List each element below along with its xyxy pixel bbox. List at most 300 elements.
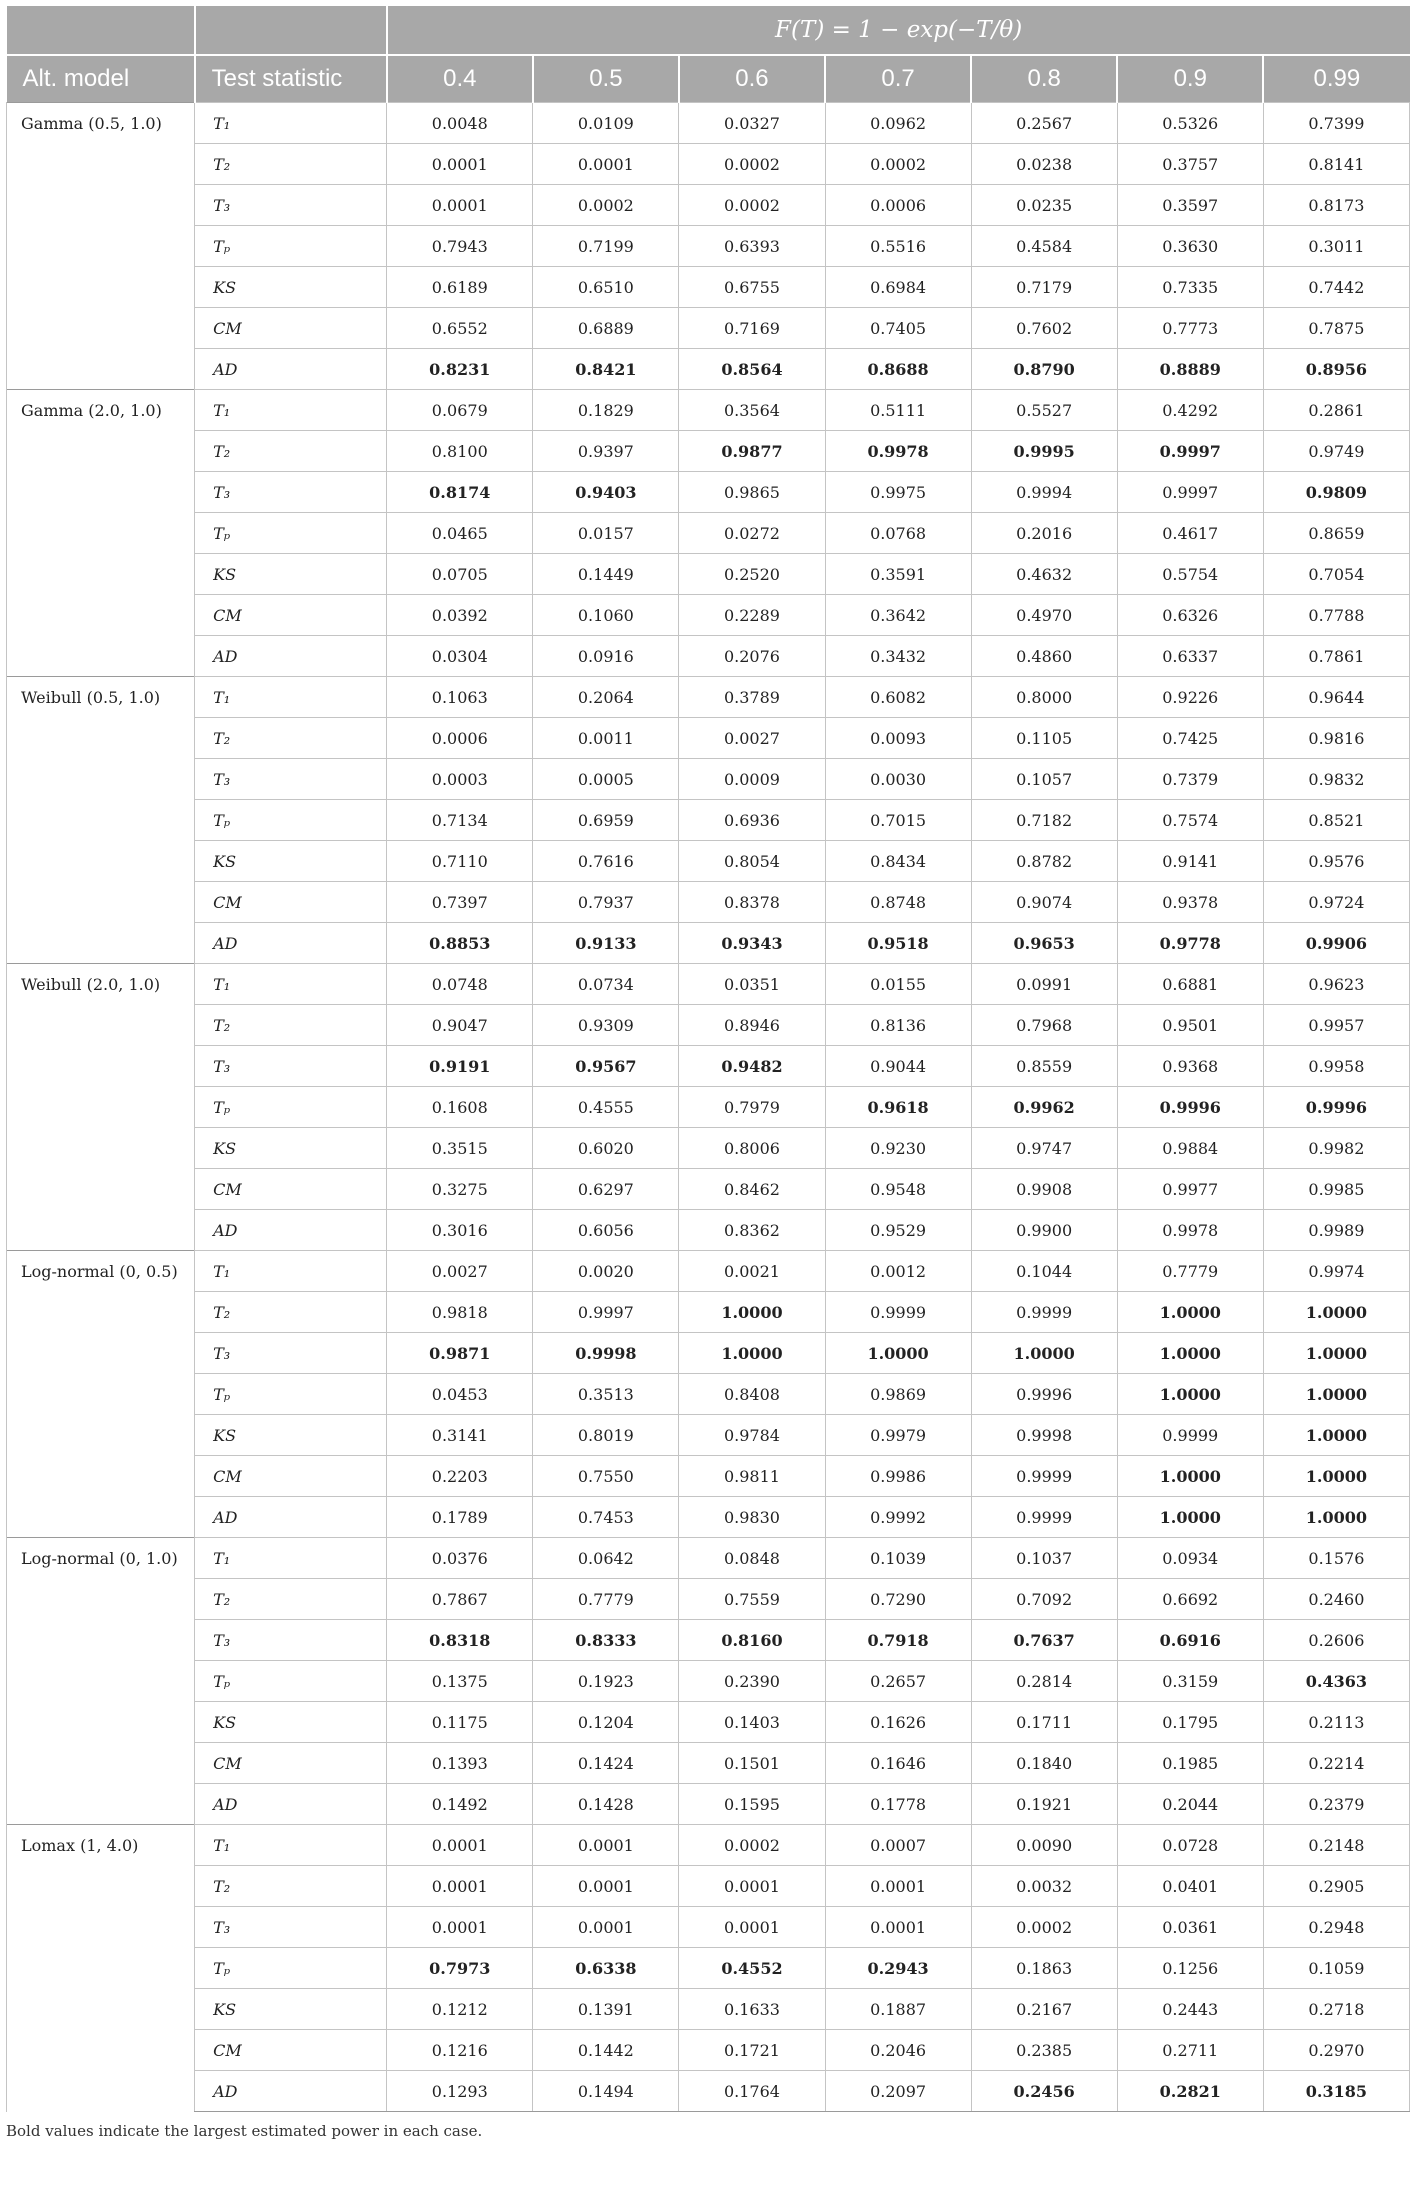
table-row xyxy=(7,1005,1410,1046)
power-value: 0.1057 xyxy=(971,759,1117,800)
power-value: 0.0002 xyxy=(971,1907,1117,1948)
power-value: 0.0642 xyxy=(533,1538,679,1579)
power-value: 0.3564 xyxy=(679,390,825,431)
test-statistic: T₂ xyxy=(195,1866,387,1907)
test-statistic: CM xyxy=(195,308,387,349)
power-value: 0.1887 xyxy=(825,1989,971,2030)
power-value: 0.3597 xyxy=(1117,185,1263,226)
table-row xyxy=(7,1333,1410,1374)
power-value: 0.9871 xyxy=(387,1333,533,1374)
power-value: 0.8333 xyxy=(533,1620,679,1661)
power-value: 0.1985 xyxy=(1117,1743,1263,1784)
test-statistic: Tₚ xyxy=(195,1087,387,1128)
power-value: 0.6881 xyxy=(1117,964,1263,1005)
power-value: 0.9191 xyxy=(387,1046,533,1087)
test-statistic: KS xyxy=(195,1415,387,1456)
column-header-model: Alt. model xyxy=(7,55,195,103)
power-value: 0.7602 xyxy=(971,308,1117,349)
power-value: 0.9979 xyxy=(825,1415,971,1456)
power-value: 0.3757 xyxy=(1117,144,1263,185)
table-row xyxy=(7,349,1410,390)
table-row xyxy=(7,923,1410,964)
table-row xyxy=(7,1948,1410,1989)
model-name: Weibull (0.5, 1.0) xyxy=(7,677,195,964)
power-value: 0.0093 xyxy=(825,718,971,759)
power-value: 0.9999 xyxy=(1117,1415,1263,1456)
table-body xyxy=(7,103,1410,2112)
power-value: 0.7773 xyxy=(1117,308,1263,349)
power-value: 0.0001 xyxy=(387,1866,533,1907)
power-value: 0.0002 xyxy=(679,185,825,226)
power-value: 0.9999 xyxy=(825,1292,971,1333)
power-value: 1.0000 xyxy=(1263,1415,1409,1456)
power-value: 0.1216 xyxy=(387,2030,533,2071)
power-value: 0.1764 xyxy=(679,2071,825,2112)
column-header-value: 0.6 xyxy=(679,55,825,103)
power-value: 0.0392 xyxy=(387,595,533,636)
power-value: 0.9397 xyxy=(533,431,679,472)
power-value: 0.4292 xyxy=(1117,390,1263,431)
power-value: 0.7979 xyxy=(679,1087,825,1128)
power-value: 0.6020 xyxy=(533,1128,679,1169)
power-value: 0.7559 xyxy=(679,1579,825,1620)
power-value: 0.1105 xyxy=(971,718,1117,759)
power-value: 0.7937 xyxy=(533,882,679,923)
power-value: 0.6082 xyxy=(825,677,971,718)
power-value: 0.8054 xyxy=(679,841,825,882)
power-value: 0.7397 xyxy=(387,882,533,923)
power-value: 0.9995 xyxy=(971,431,1117,472)
table-row xyxy=(7,1128,1410,1169)
model-name: Log-normal (0, 0.5) xyxy=(7,1251,195,1538)
power-value: 0.6337 xyxy=(1117,636,1263,677)
power-value: 0.2379 xyxy=(1263,1784,1409,1825)
power-value: 0.2046 xyxy=(825,2030,971,2071)
power-value: 0.9900 xyxy=(971,1210,1117,1251)
power-value: 0.6959 xyxy=(533,800,679,841)
power-value: 0.0001 xyxy=(533,1866,679,1907)
power-value: 0.0155 xyxy=(825,964,971,1005)
power-value: 0.3789 xyxy=(679,677,825,718)
power-value: 0.7199 xyxy=(533,226,679,267)
power-value: 0.3275 xyxy=(387,1169,533,1210)
power-value: 0.8889 xyxy=(1117,349,1263,390)
power-value: 0.1293 xyxy=(387,2071,533,2112)
power-value: 0.9567 xyxy=(533,1046,679,1087)
model-name: Lomax (1, 4.0) xyxy=(7,1825,195,2112)
table-row xyxy=(7,1251,1410,1292)
power-value: 0.9830 xyxy=(679,1497,825,1538)
power-value: 0.1442 xyxy=(533,2030,679,2071)
power-value: 0.0001 xyxy=(387,1825,533,1866)
power-value: 1.0000 xyxy=(679,1292,825,1333)
power-value: 0.8173 xyxy=(1263,185,1409,226)
power-value: 0.8160 xyxy=(679,1620,825,1661)
power-value: 0.7290 xyxy=(825,1579,971,1620)
power-value: 0.1646 xyxy=(825,1743,971,1784)
power-value: 0.0005 xyxy=(533,759,679,800)
power-value: 1.0000 xyxy=(1117,1456,1263,1497)
formula-header: F(T) = 1 − exp(−T/θ) xyxy=(387,6,1410,55)
power-value: 0.9997 xyxy=(1117,472,1263,513)
power-value: 0.9884 xyxy=(1117,1128,1263,1169)
power-value: 0.3011 xyxy=(1263,226,1409,267)
power-value: 0.9749 xyxy=(1263,431,1409,472)
power-value: 0.8564 xyxy=(679,349,825,390)
power-value: 0.1494 xyxy=(533,2071,679,2112)
power-value: 0.1424 xyxy=(533,1743,679,1784)
power-value: 0.2606 xyxy=(1263,1620,1409,1661)
power-value: 0.0001 xyxy=(533,1825,679,1866)
power-value: 0.8956 xyxy=(1263,349,1409,390)
power-value: 0.0361 xyxy=(1117,1907,1263,1948)
power-value: 0.0002 xyxy=(679,1825,825,1866)
power-value: 0.0012 xyxy=(825,1251,971,1292)
power-value: 0.9343 xyxy=(679,923,825,964)
table-row xyxy=(7,390,1410,431)
power-value: 0.3159 xyxy=(1117,1661,1263,1702)
power-value: 0.1829 xyxy=(533,390,679,431)
power-value: 0.5754 xyxy=(1117,554,1263,595)
power-value: 0.2113 xyxy=(1263,1702,1409,1743)
test-statistic: KS xyxy=(195,267,387,308)
table-row xyxy=(7,431,1410,472)
power-value: 0.7875 xyxy=(1263,308,1409,349)
power-value: 0.4584 xyxy=(971,226,1117,267)
power-value: 1.0000 xyxy=(971,1333,1117,1374)
power-value: 0.1403 xyxy=(679,1702,825,1743)
column-header-value: 0.99 xyxy=(1263,55,1409,103)
power-value: 0.0011 xyxy=(533,718,679,759)
power-value: 0.7134 xyxy=(387,800,533,841)
power-value: 0.0002 xyxy=(825,144,971,185)
model-name: Gamma (0.5, 1.0) xyxy=(7,103,195,390)
power-value: 0.0001 xyxy=(825,1866,971,1907)
power-value: 0.9974 xyxy=(1263,1251,1409,1292)
power-value: 0.3591 xyxy=(825,554,971,595)
power-value: 0.9999 xyxy=(971,1497,1117,1538)
power-value: 0.6889 xyxy=(533,308,679,349)
power-value: 0.0027 xyxy=(679,718,825,759)
power-value: 0.9226 xyxy=(1117,677,1263,718)
power-value: 0.4632 xyxy=(971,554,1117,595)
power-value: 0.2214 xyxy=(1263,1743,1409,1784)
table-row xyxy=(7,1907,1410,1948)
power-value: 0.0009 xyxy=(679,759,825,800)
test-statistic: Tₚ xyxy=(195,513,387,554)
power-value: 0.9576 xyxy=(1263,841,1409,882)
power-value: 0.9047 xyxy=(387,1005,533,1046)
power-value: 0.0734 xyxy=(533,964,679,1005)
test-statistic: T₂ xyxy=(195,718,387,759)
power-value: 0.9778 xyxy=(1117,923,1263,964)
test-statistic: AD xyxy=(195,923,387,964)
power-value: 0.9996 xyxy=(1263,1087,1409,1128)
power-value: 0.0001 xyxy=(533,144,679,185)
test-statistic: CM xyxy=(195,882,387,923)
test-statistic: T₂ xyxy=(195,1579,387,1620)
power-value: 0.2064 xyxy=(533,677,679,718)
power-value: 0.9230 xyxy=(825,1128,971,1169)
power-value: 0.7616 xyxy=(533,841,679,882)
power-value: 0.9141 xyxy=(1117,841,1263,882)
power-value: 0.6916 xyxy=(1117,1620,1263,1661)
test-statistic: T₁ xyxy=(195,1825,387,1866)
power-value: 0.1060 xyxy=(533,595,679,636)
table-row xyxy=(7,1784,1410,1825)
table-row xyxy=(7,1866,1410,1907)
table-footnote: Bold values indicate the largest estimated power in each case. xyxy=(6,2122,483,2140)
power-value: 0.9811 xyxy=(679,1456,825,1497)
power-table xyxy=(6,6,1410,2112)
power-value: 0.0934 xyxy=(1117,1538,1263,1579)
table-row xyxy=(7,1046,1410,1087)
power-value: 0.1921 xyxy=(971,1784,1117,1825)
power-value: 0.9133 xyxy=(533,923,679,964)
power-value: 0.8000 xyxy=(971,677,1117,718)
power-value: 0.6552 xyxy=(387,308,533,349)
power-value: 0.9618 xyxy=(825,1087,971,1128)
power-value: 0.1633 xyxy=(679,1989,825,2030)
power-value: 0.1840 xyxy=(971,1743,1117,1784)
test-statistic: CM xyxy=(195,2030,387,2071)
power-value: 0.0401 xyxy=(1117,1866,1263,1907)
power-value: 0.8421 xyxy=(533,349,679,390)
power-value: 0.0351 xyxy=(679,964,825,1005)
power-value: 0.8006 xyxy=(679,1128,825,1169)
power-value: 0.8141 xyxy=(1263,144,1409,185)
power-value: 0.0027 xyxy=(387,1251,533,1292)
power-value: 0.0238 xyxy=(971,144,1117,185)
power-value: 0.9994 xyxy=(971,472,1117,513)
power-value: 0.9816 xyxy=(1263,718,1409,759)
power-value: 0.1256 xyxy=(1117,1948,1263,1989)
table-row xyxy=(7,1374,1410,1415)
power-value: 0.0465 xyxy=(387,513,533,554)
power-value: 0.9999 xyxy=(971,1292,1117,1333)
power-value: 0.1393 xyxy=(387,1743,533,1784)
power-value: 0.9877 xyxy=(679,431,825,472)
power-value: 0.9809 xyxy=(1263,472,1409,513)
power-value: 0.7179 xyxy=(971,267,1117,308)
power-value: 0.6326 xyxy=(1117,595,1263,636)
power-value: 0.2821 xyxy=(1117,2071,1263,2112)
power-value: 1.0000 xyxy=(679,1333,825,1374)
power-value: 0.7788 xyxy=(1263,595,1409,636)
model-name: Gamma (2.0, 1.0) xyxy=(7,390,195,677)
table-row xyxy=(7,1825,1410,1866)
power-value: 0.2385 xyxy=(971,2030,1117,2071)
power-value: 0.8559 xyxy=(971,1046,1117,1087)
power-value: 0.7399 xyxy=(1263,103,1409,144)
test-statistic: T₁ xyxy=(195,1538,387,1579)
model-name: Weibull (2.0, 1.0) xyxy=(7,964,195,1251)
power-value: 0.7092 xyxy=(971,1579,1117,1620)
power-value: 0.8782 xyxy=(971,841,1117,882)
power-value: 0.8136 xyxy=(825,1005,971,1046)
power-value: 0.1608 xyxy=(387,1087,533,1128)
test-statistic: T₂ xyxy=(195,1292,387,1333)
power-value: 1.0000 xyxy=(1263,1374,1409,1415)
table-row xyxy=(7,800,1410,841)
power-value: 0.0032 xyxy=(971,1866,1117,1907)
test-statistic: CM xyxy=(195,595,387,636)
power-value: 0.7943 xyxy=(387,226,533,267)
power-value: 0.2905 xyxy=(1263,1866,1409,1907)
power-value: 1.0000 xyxy=(1263,1333,1409,1374)
table-row xyxy=(7,759,1410,800)
table-row xyxy=(7,1579,1410,1620)
power-value: 0.8100 xyxy=(387,431,533,472)
power-value: 0.5326 xyxy=(1117,103,1263,144)
power-value: 0.9996 xyxy=(1117,1087,1263,1128)
table-row xyxy=(7,513,1410,554)
power-value: 0.9623 xyxy=(1263,964,1409,1005)
table-row xyxy=(7,1415,1410,1456)
table-row xyxy=(7,1743,1410,1784)
power-value: 0.2016 xyxy=(971,513,1117,554)
power-value: 0.2718 xyxy=(1263,1989,1409,2030)
power-value: 0.9997 xyxy=(1117,431,1263,472)
power-value: 0.7973 xyxy=(387,1948,533,1989)
power-value: 0.9958 xyxy=(1263,1046,1409,1087)
power-value: 1.0000 xyxy=(1117,1497,1263,1538)
test-statistic: CM xyxy=(195,1743,387,1784)
power-value: 0.9869 xyxy=(825,1374,971,1415)
power-value: 0.8378 xyxy=(679,882,825,923)
power-value: 0.9982 xyxy=(1263,1128,1409,1169)
power-value: 0.9832 xyxy=(1263,759,1409,800)
test-statistic: AD xyxy=(195,2071,387,2112)
test-statistic: AD xyxy=(195,1210,387,1251)
test-statistic: T₃ xyxy=(195,759,387,800)
test-statistic: AD xyxy=(195,1784,387,1825)
table-row xyxy=(7,1087,1410,1128)
power-value: 0.0916 xyxy=(533,636,679,677)
power-value: 0.9368 xyxy=(1117,1046,1263,1087)
power-value: 0.1626 xyxy=(825,1702,971,1743)
power-value: 0.6755 xyxy=(679,267,825,308)
test-statistic: T₃ xyxy=(195,1046,387,1087)
power-value: 0.1576 xyxy=(1263,1538,1409,1579)
power-value: 0.0109 xyxy=(533,103,679,144)
power-value: 0.3513 xyxy=(533,1374,679,1415)
power-value: 0.3432 xyxy=(825,636,971,677)
power-value: 0.0705 xyxy=(387,554,533,595)
test-statistic: KS xyxy=(195,841,387,882)
power-value: 0.3185 xyxy=(1263,2071,1409,2112)
power-value: 0.2289 xyxy=(679,595,825,636)
power-value: 0.4617 xyxy=(1117,513,1263,554)
power-value: 0.2567 xyxy=(971,103,1117,144)
power-value: 0.9529 xyxy=(825,1210,971,1251)
table-row xyxy=(7,595,1410,636)
power-value: 0.8462 xyxy=(679,1169,825,1210)
power-value: 0.7335 xyxy=(1117,267,1263,308)
power-value: 0.2943 xyxy=(825,1948,971,1989)
table-row xyxy=(7,144,1410,185)
power-value: 0.3141 xyxy=(387,1415,533,1456)
power-value: 0.8748 xyxy=(825,882,971,923)
table-row xyxy=(7,677,1410,718)
table-row xyxy=(7,1989,1410,2030)
power-value: 0.2948 xyxy=(1263,1907,1409,1948)
power-value: 0.9818 xyxy=(387,1292,533,1333)
test-statistic: T₁ xyxy=(195,390,387,431)
power-value: 0.7867 xyxy=(387,1579,533,1620)
power-value: 0.0748 xyxy=(387,964,533,1005)
table-row xyxy=(7,267,1410,308)
power-value: 0.0679 xyxy=(387,390,533,431)
power-value: 0.9518 xyxy=(825,923,971,964)
power-value: 0.9724 xyxy=(1263,882,1409,923)
power-value: 0.5111 xyxy=(825,390,971,431)
power-value: 0.7574 xyxy=(1117,800,1263,841)
power-value: 0.0001 xyxy=(387,144,533,185)
power-value: 0.0001 xyxy=(533,1907,679,1948)
power-value: 0.2044 xyxy=(1117,1784,1263,1825)
power-value: 0.7110 xyxy=(387,841,533,882)
power-value: 1.0000 xyxy=(1117,1292,1263,1333)
power-value: 0.6338 xyxy=(533,1948,679,1989)
test-statistic: T₃ xyxy=(195,1333,387,1374)
power-value: 0.8019 xyxy=(533,1415,679,1456)
power-value: 0.3016 xyxy=(387,1210,533,1251)
power-value: 0.6936 xyxy=(679,800,825,841)
power-value: 0.7015 xyxy=(825,800,971,841)
table-row xyxy=(7,1456,1410,1497)
power-value: 0.9044 xyxy=(825,1046,971,1087)
power-value: 0.9985 xyxy=(1263,1169,1409,1210)
table-row xyxy=(7,185,1410,226)
power-value: 1.0000 xyxy=(1263,1497,1409,1538)
power-value: 0.0007 xyxy=(825,1825,971,1866)
power-value: 0.1391 xyxy=(533,1989,679,2030)
table-row xyxy=(7,1620,1410,1661)
power-value: 0.9784 xyxy=(679,1415,825,1456)
test-statistic: T₂ xyxy=(195,431,387,472)
test-statistic: T₁ xyxy=(195,1251,387,1292)
column-header-value: 0.5 xyxy=(533,55,679,103)
test-statistic: T₃ xyxy=(195,472,387,513)
power-value: 0.9482 xyxy=(679,1046,825,1087)
power-value: 0.6189 xyxy=(387,267,533,308)
test-statistic: AD xyxy=(195,1497,387,1538)
power-value: 0.0304 xyxy=(387,636,533,677)
power-value: 0.8434 xyxy=(825,841,971,882)
power-value: 0.9998 xyxy=(971,1415,1117,1456)
table-row xyxy=(7,718,1410,759)
table-row xyxy=(7,1210,1410,1251)
power-value: 0.2076 xyxy=(679,636,825,677)
power-value: 0.8174 xyxy=(387,472,533,513)
power-value: 0.9962 xyxy=(971,1087,1117,1128)
power-value: 0.2970 xyxy=(1263,2030,1409,2071)
power-value: 0.2711 xyxy=(1117,2030,1263,2071)
test-statistic: CM xyxy=(195,1456,387,1497)
power-value: 0.7405 xyxy=(825,308,971,349)
power-value: 0.8659 xyxy=(1263,513,1409,554)
power-value: 0.0376 xyxy=(387,1538,533,1579)
power-value: 0.2520 xyxy=(679,554,825,595)
table-row xyxy=(7,472,1410,513)
power-value: 0.9747 xyxy=(971,1128,1117,1169)
power-value: 0.8946 xyxy=(679,1005,825,1046)
power-value: 0.0001 xyxy=(387,1907,533,1948)
power-value: 0.0021 xyxy=(679,1251,825,1292)
table-row xyxy=(7,964,1410,1005)
power-value: 0.9309 xyxy=(533,1005,679,1046)
